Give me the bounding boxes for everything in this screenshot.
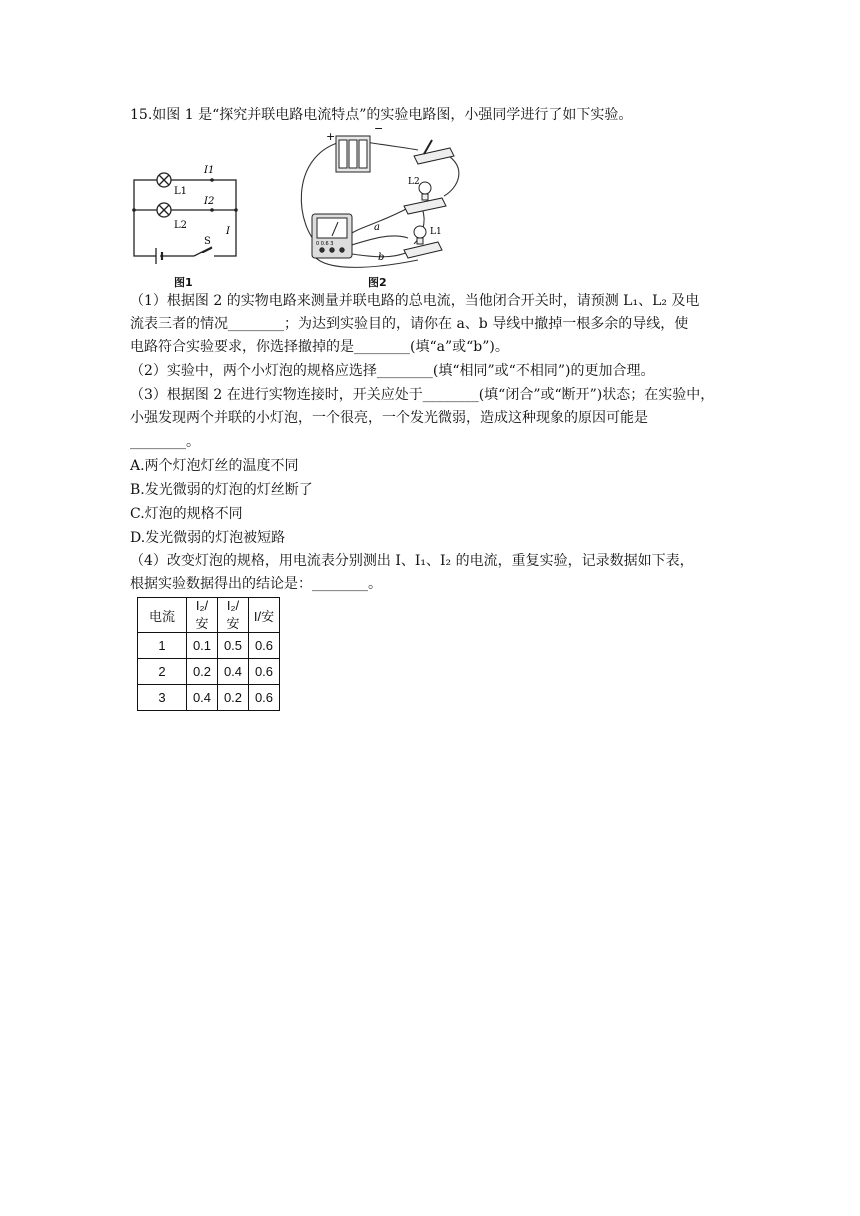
table-cell: 0.6 (249, 633, 280, 659)
table-header-cell: I₂/安 (218, 598, 249, 633)
part4-line2: 根据实验数据得出的结论是：________。 (130, 576, 382, 592)
table-row (138, 659, 280, 685)
label-fig2-l1: L1 (430, 227, 442, 237)
data-table (137, 597, 280, 711)
option-d: D.发光微弱的灯泡被短路 (130, 530, 286, 546)
table-cell: 0.6 (249, 685, 280, 711)
part1-line2: 流表三者的情况________；为达到实验目的，请你在 a、b 导线中撤掉一根多余的导线，使 (130, 316, 689, 332)
part3-line1: （3）根据图 2 在进行实物连接时，开关应处于________(填“闭合”或“断开”)状态；在实验中， (130, 387, 715, 403)
table-cell: 0.2 (218, 685, 249, 711)
circuit-diagram-fig1 (128, 128, 468, 288)
label-wire-b: b (378, 252, 385, 263)
part1-line1: （1）根据图 2 的实物电路来测量并联电路的总电流，当他闭合开关时，请预测 L₁、L₂ 及电 (130, 293, 700, 309)
fig2-caption: 图2 (368, 276, 387, 289)
part1-line3: 电路符合实验要求，你选择撤掉的是________(填“a”或“b”)。 (130, 339, 509, 355)
table-cell: 0.5 (218, 633, 249, 659)
part4-line1: （4）改变灯泡的规格，用电流表分别测出 I、I₁、I₂ 的电流，重复实验，记录数据如下表， (130, 553, 694, 569)
label-l2: L2 (174, 220, 188, 231)
label-meter: 0 0.6 3 (316, 241, 334, 247)
part2-line: （2）实验中，两个小灯泡的规格应选择________(填“相同”或“不相同”)的更加合理。 (130, 363, 655, 379)
circuit-figures (128, 128, 468, 288)
table-cell: 1 (138, 633, 187, 659)
table-row (138, 685, 280, 711)
table-cell: 3 (138, 685, 187, 711)
label-i1: I1 (204, 165, 215, 176)
label-minus: − (374, 128, 384, 135)
label-wire-a: a (374, 222, 380, 233)
table-cell: 0.6 (249, 659, 280, 685)
question-intro: 15.如图 1 是“探究并联电路电流特点”的实验电路图，小强同学进行了如下实验。 (130, 107, 633, 123)
label-i2: I2 (204, 196, 215, 207)
table-row (138, 633, 280, 659)
label-fig2-l2: L2 (408, 177, 420, 187)
part3-line3: ________。 (130, 434, 200, 450)
table-header-cell: 电流 (138, 598, 187, 633)
label-s: S (204, 236, 211, 247)
fig1-caption: 图1 (174, 276, 193, 289)
label-i: I (226, 226, 230, 237)
table-header-cell: I/安 (249, 598, 280, 633)
label-l1: L1 (174, 186, 188, 197)
table-cell: 0.2 (187, 659, 218, 685)
table-cell: 0.1 (187, 633, 218, 659)
option-b: B.发光微弱的灯泡的灯丝断了 (130, 482, 313, 498)
label-plus: + (326, 130, 336, 143)
table-cell: 0.4 (218, 659, 249, 685)
table-cell: 0.4 (187, 685, 218, 711)
table-header-row (138, 598, 280, 633)
option-c: C.灯泡的规格不同 (130, 506, 243, 522)
table-cell: 2 (138, 659, 187, 685)
part3-line2: 小强发现两个并联的小灯泡，一个很亮，一个发光微弱，造成这种现象的原因可能是 (130, 410, 648, 426)
table-header-cell: I₂/安 (187, 598, 218, 633)
option-a: A.两个灯泡灯丝的温度不同 (130, 458, 299, 474)
